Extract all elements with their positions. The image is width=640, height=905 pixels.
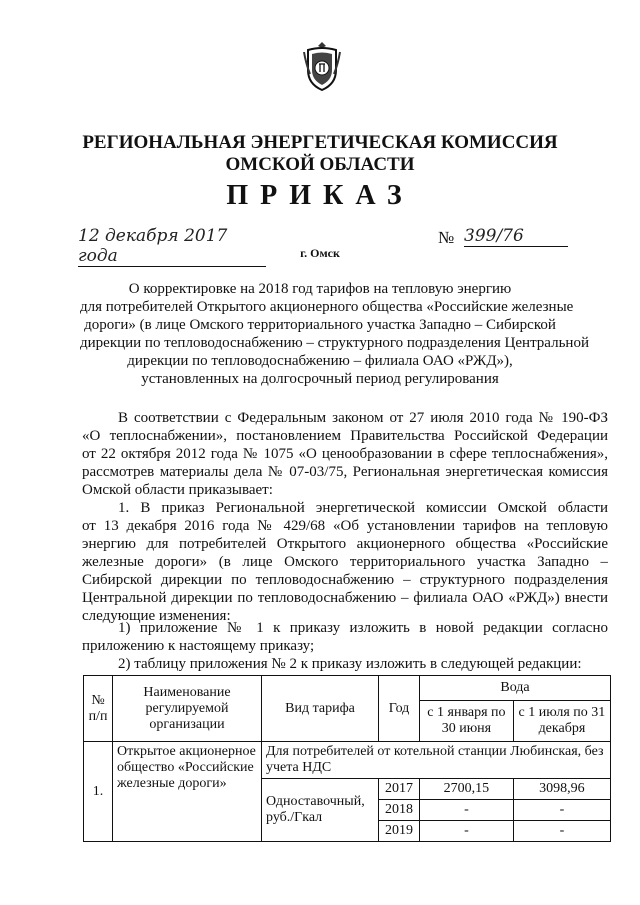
text-line: 1. В приказ Региональной энергетической комиссии Омской области [118, 500, 608, 516]
value-jul-cell: 3098,96 [513, 779, 610, 800]
header-jan-jun: с 1 января по 30 июня [420, 701, 514, 742]
text-line: железные дороги» (в лице Омского территориального участка Западно – [82, 554, 608, 570]
document-type: ПРИКАЗ [226, 180, 414, 211]
value-jan-cell: - [420, 821, 514, 842]
row-group: Для потребителей от котельной станции Любинская, без учета НДС [262, 742, 611, 779]
header-year: Год [379, 676, 420, 742]
header-num: № п/п [84, 676, 113, 742]
row-tariff-type: Одноставочный, руб./Гкал [262, 779, 379, 842]
text-line: следующие изменения: [82, 608, 231, 624]
text-line: «О теплоснабжении», постановлением Правительства Российской Федерации [82, 428, 608, 444]
paragraph-item-1 [82, 619, 608, 655]
city: г. Омск [300, 246, 340, 260]
text-line: 2) таблицу приложения № 2 к приказу изложить в следующей редакции: [118, 656, 582, 672]
order-title [80, 280, 589, 388]
title-line: для потребителей Открытого акционерного общества «Российские железные [80, 299, 574, 315]
paragraph-amendment [82, 499, 608, 625]
text-line: Центральной дирекции по тепловодоснабжению – филиала ОАО «РЖД») внести [82, 590, 608, 606]
text-line: Омской области приказывает: [82, 482, 273, 498]
header-org: Наименование регулируемой организации [113, 676, 262, 742]
title-line: дирекции по тепловодоснабжению – структурного подразделения Центральной [80, 335, 589, 351]
order-number: 399/76 [464, 226, 568, 247]
value-jul-cell: - [513, 821, 610, 842]
text-line: Сибирской дирекции по тепловодоснабжению – структурного подразделения [82, 572, 608, 588]
coat-of-arms-icon [302, 40, 342, 92]
value-jul-cell: - [513, 800, 610, 821]
org-name-line2: ОМСКОЙ ОБЛАСТИ [225, 154, 415, 175]
value-jan-cell: 2700,15 [420, 779, 514, 800]
title-line: дороги» (в лице Омского территориального участка Западно – Сибирской [84, 317, 556, 333]
year-cell: 2018 [379, 800, 420, 821]
row-num: 1. [84, 742, 113, 842]
order-date: 12 декабря 2017 года [78, 226, 266, 267]
year-cell: 2019 [379, 821, 420, 842]
header-tariff-type: Вид тарифа [262, 676, 379, 742]
text-line: энергию для потребителей Открытого акционерного общества «Российские [82, 536, 608, 552]
title-line: О корректировке на 2018 год тарифов на тепловую энергию [128, 281, 512, 297]
tariff-table [83, 675, 611, 842]
table-header-row [84, 676, 611, 701]
year-cell: 2017 [379, 779, 420, 800]
text-line: 1) приложение № 1 к приказу изложить в новой редакции согласно [118, 620, 608, 636]
table-row [84, 742, 611, 779]
paragraph-legal-basis [82, 409, 608, 499]
text-line: от 22 октября 2012 года № 1075 «О ценообразовании в сфере теплоснабжения», [82, 446, 608, 462]
header-water: Вода [420, 676, 611, 701]
text-line: от 13 декабря 2016 года № 429/68 «Об установлении тарифов на тепловую [82, 518, 608, 534]
title-line: дирекции по тепловодоснабжению – филиала ОАО «РЖД»), [127, 353, 513, 369]
paragraph-item-2 [82, 655, 608, 673]
text-line: рассмотрев материалы дела № 07-03/75, Региональная энергетическая комиссия [82, 464, 608, 480]
header-jul-dec: с 1 июля по 31 декабря [513, 701, 610, 742]
value-jan-cell: - [420, 800, 514, 821]
number-label: № [438, 228, 455, 247]
org-name-line1: РЕГИОНАЛЬНАЯ ЭНЕРГЕТИЧЕСКАЯ КОМИССИЯ [82, 132, 558, 153]
text-line: В соответствии с Федеральным законом от 27 июля 2010 года № 190-ФЗ [118, 410, 608, 426]
title-line: установленных на долгосрочный период регулирования [141, 371, 499, 387]
row-org: Открытое акционерное общество «Российские железные дороги» [113, 742, 262, 842]
text-line: приложению к настоящему приказу; [82, 638, 315, 654]
